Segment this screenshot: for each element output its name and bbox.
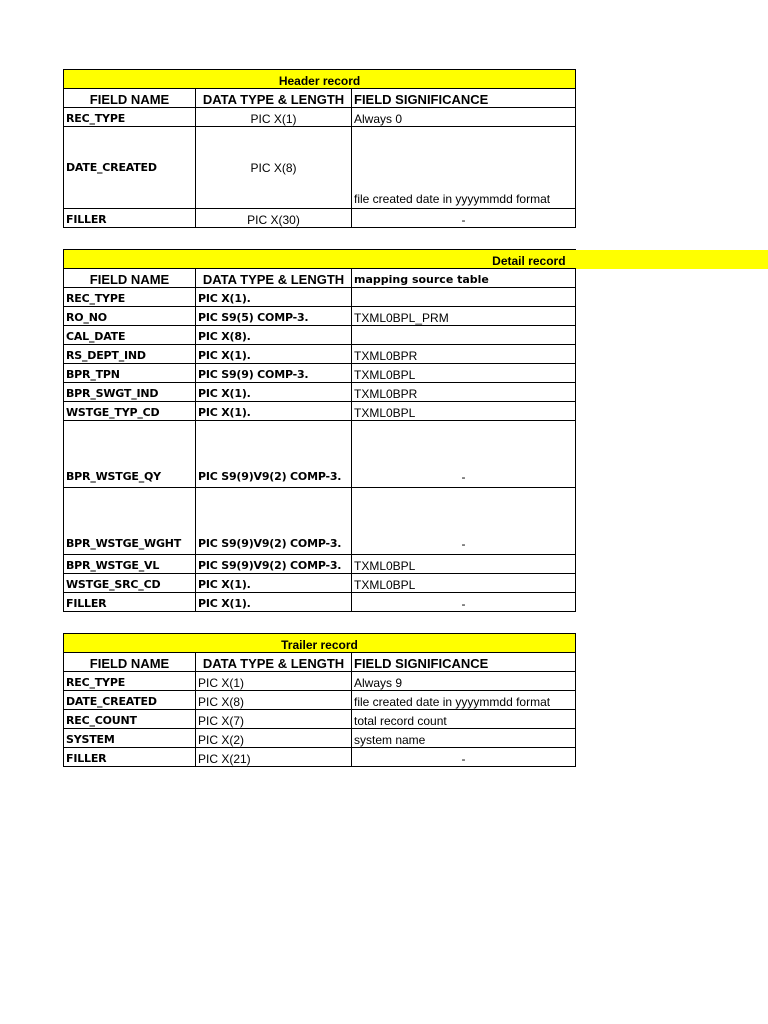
mapping-cell: - (352, 421, 576, 488)
data-type-cell: PIC X(2) (196, 729, 352, 748)
trailer-record-title: Trailer record (64, 634, 576, 653)
field-name-cell: REC_TYPE (64, 672, 196, 691)
header-record-column-headers (64, 89, 576, 108)
trailer-record-title-row (64, 634, 576, 653)
data-type-cell: PIC X(1) (196, 108, 352, 127)
mapping-cell: - (352, 488, 576, 555)
data-type-cell: PIC X(1). (196, 383, 352, 402)
mapping-cell (352, 326, 576, 345)
mapping-cell: TXML0BPL (352, 555, 576, 574)
table-row (64, 108, 576, 127)
trailer-record-table (63, 633, 576, 767)
header-record-title: Header record (64, 70, 576, 89)
detail-record-title: Detail record (64, 250, 576, 269)
column-header-field-significance: FIELD SIGNIFICANCE (352, 89, 576, 108)
mapping-cell: TXML0BPL (352, 364, 576, 383)
column-header-data-type: DATA TYPE & LENGTH (196, 653, 352, 672)
column-header-data-type: DATA TYPE & LENGTH (196, 89, 352, 108)
field-name-cell: SYSTEM (64, 729, 196, 748)
mapping-cell: - (352, 593, 576, 612)
table-row (64, 364, 576, 383)
table-row (64, 710, 576, 729)
data-type-cell: PIC X(1). (196, 288, 352, 307)
header-record-title-row (64, 70, 576, 89)
field-name-cell: BPR_SWGT_IND (64, 383, 196, 402)
trailer-record-column-headers (64, 653, 576, 672)
table-row (64, 729, 576, 748)
field-name-cell: FILLER (64, 593, 196, 612)
field-name-cell: REC_COUNT (64, 710, 196, 729)
field-name-cell: CAL_DATE (64, 326, 196, 345)
field-name-cell: BPR_WSTGE_VL (64, 555, 196, 574)
column-header-field-significance: FIELD SIGNIFICANCE (352, 653, 576, 672)
data-type-cell: PIC X(30) (196, 209, 352, 228)
significance-cell: - (352, 748, 576, 767)
column-header-field-name: FIELD NAME (64, 269, 196, 288)
data-type-cell: PIC X(21) (196, 748, 352, 767)
data-type-cell: PIC S9(5) COMP-3. (196, 307, 352, 326)
field-name-cell: REC_TYPE (64, 288, 196, 307)
significance-cell: Always 0 (352, 108, 576, 127)
column-header-mapping-source: mapping source table (352, 269, 576, 288)
significance-cell: file created date in yyyymmdd format (352, 691, 576, 710)
data-type-cell: PIC X(1). (196, 345, 352, 364)
field-name-cell: BPR_WSTGE_QY (64, 421, 196, 488)
field-name-cell: BPR_WSTGE_WGHT (64, 488, 196, 555)
data-type-cell: PIC X(1). (196, 574, 352, 593)
data-type-cell: PIC X(8). (196, 326, 352, 345)
field-name-cell: RO_NO (64, 307, 196, 326)
significance-cell: file created date in yyyymmdd format (352, 127, 576, 209)
data-type-cell: PIC X(8) (196, 691, 352, 710)
data-type-cell: PIC X(7) (196, 710, 352, 729)
detail-record-table (63, 249, 576, 612)
data-type-cell: PIC S9(9) COMP-3. (196, 364, 352, 383)
table-row (64, 307, 576, 326)
table-row (64, 691, 576, 710)
table-row (64, 209, 576, 228)
table-row (64, 748, 576, 767)
data-type-cell: PIC S9(9)V9(2) COMP-3. (196, 555, 352, 574)
detail-title-fill-extension (575, 250, 768, 269)
mapping-cell (352, 288, 576, 307)
field-name-cell: RS_DEPT_IND (64, 345, 196, 364)
table-row (64, 593, 576, 612)
mapping-cell: TXML0BPR (352, 383, 576, 402)
column-header-data-type: DATA TYPE & LENGTH (196, 269, 352, 288)
detail-record-column-headers (64, 269, 576, 288)
table-row (64, 574, 576, 593)
significance-cell: system name (352, 729, 576, 748)
mapping-cell: TXML0BPL_PRM (352, 307, 576, 326)
field-name-cell: FILLER (64, 748, 196, 767)
field-name-cell: FILLER (64, 209, 196, 228)
column-header-field-name: FIELD NAME (64, 653, 196, 672)
table-row (64, 345, 576, 364)
mapping-cell: TXML0BPR (352, 345, 576, 364)
mapping-cell: TXML0BPL (352, 574, 576, 593)
data-type-cell: PIC X(1) (196, 672, 352, 691)
mapping-cell: TXML0BPL (352, 402, 576, 421)
table-row (64, 672, 576, 691)
significance-cell: total record count (352, 710, 576, 729)
table-row (64, 402, 576, 421)
field-name-cell: WSTGE_SRC_CD (64, 574, 196, 593)
significance-cell: Always 9 (352, 672, 576, 691)
data-type-cell: PIC S9(9)V9(2) COMP-3. (196, 488, 352, 555)
field-name-cell: DATE_CREATED (64, 127, 196, 209)
table-row (64, 383, 576, 402)
data-type-cell: PIC S9(9)V9(2) COMP-3. (196, 421, 352, 488)
table-row (64, 127, 576, 209)
data-type-cell: PIC X(8) (196, 127, 352, 209)
table-row (64, 421, 576, 488)
detail-record-title-row (64, 250, 576, 269)
field-name-cell: WSTGE_TYP_CD (64, 402, 196, 421)
field-name-cell: DATE_CREATED (64, 691, 196, 710)
field-name-cell: BPR_TPN (64, 364, 196, 383)
table-row (64, 555, 576, 574)
significance-cell: - (352, 209, 576, 228)
table-row (64, 288, 576, 307)
data-type-cell: PIC X(1). (196, 593, 352, 612)
column-header-field-name: FIELD NAME (64, 89, 196, 108)
table-row (64, 326, 576, 345)
header-record-table (63, 69, 576, 228)
table-row (64, 488, 576, 555)
field-name-cell: REC_TYPE (64, 108, 196, 127)
data-type-cell: PIC X(1). (196, 402, 352, 421)
